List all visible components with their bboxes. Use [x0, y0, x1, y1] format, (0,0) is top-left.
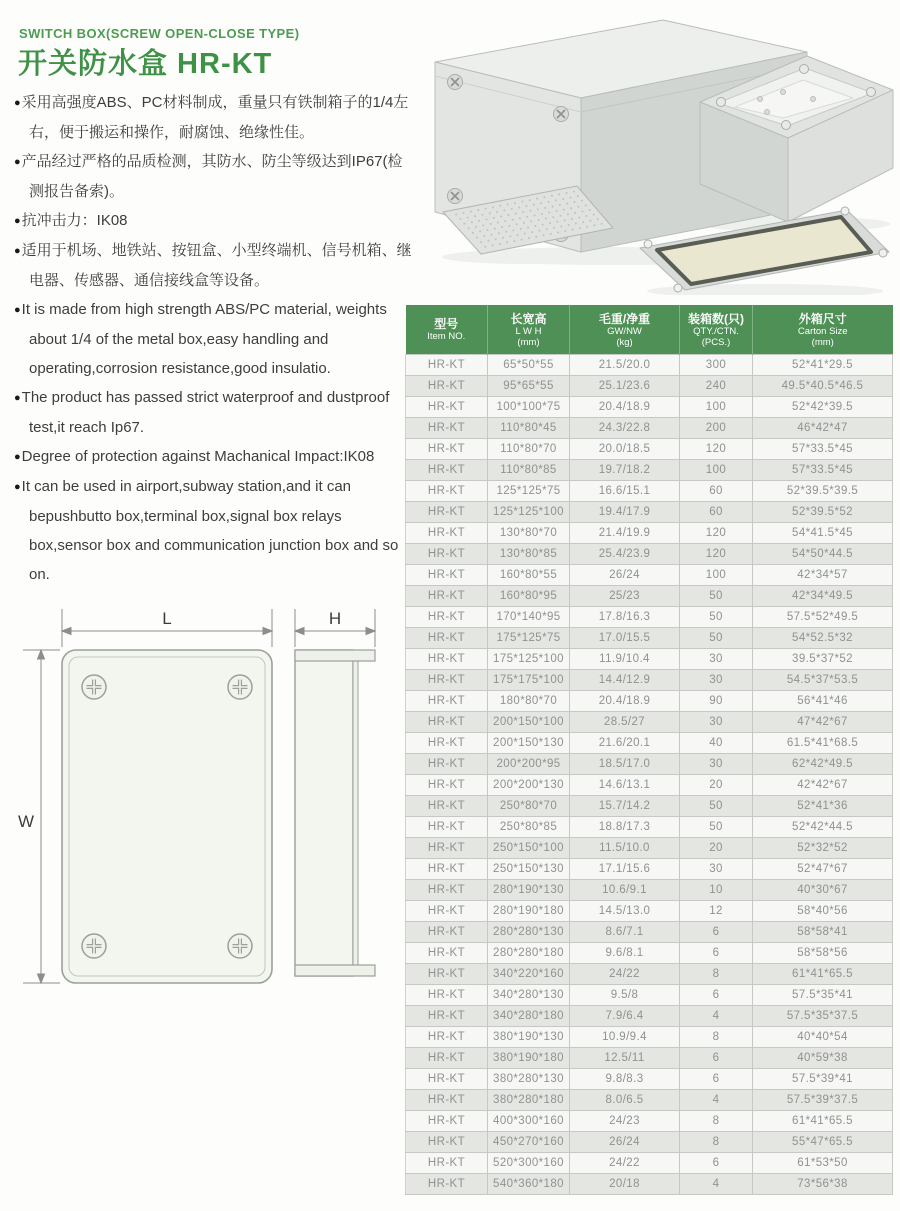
table-cell: 50	[680, 796, 753, 817]
table-cell: 6	[680, 1153, 753, 1174]
table-cell: 160*80*95	[488, 586, 570, 607]
table-cell: 200	[680, 418, 753, 439]
bullet-icon: ●	[14, 215, 21, 227]
table-row	[406, 1048, 893, 1069]
table-cell: 19.7/18.2	[570, 460, 680, 481]
table-cell: 60	[680, 481, 753, 502]
column-header-en: Carton Size	[797, 325, 848, 337]
table-cell: 12	[680, 901, 753, 922]
column-header	[753, 305, 893, 355]
table-cell: 61*53*50	[753, 1153, 893, 1174]
column-header-cn: 毛重/净重	[598, 311, 651, 326]
front-view	[62, 650, 272, 983]
table-cell: 9.5/8	[570, 985, 680, 1006]
table-row	[406, 397, 893, 418]
table-cell: 175*125*75	[488, 628, 570, 649]
feature-item	[14, 147, 412, 206]
table-row	[406, 418, 893, 439]
table-cell: 30	[680, 712, 753, 733]
feature-item	[14, 236, 412, 295]
table-cell: 54*50*44.5	[753, 544, 893, 565]
table-row	[406, 817, 893, 838]
table-cell: 46*42*47	[753, 418, 893, 439]
bullet-icon: ●	[14, 481, 21, 493]
table-cell: 21.4/19.9	[570, 523, 680, 544]
table-cell: 26/24	[570, 565, 680, 586]
table-cell: HR-KT	[406, 859, 488, 880]
table-cell: HR-KT	[406, 754, 488, 775]
table-row	[406, 964, 893, 985]
table-cell: HR-KT	[406, 460, 488, 481]
feature-text: It is made from high strength ABS/PC material, weights about 1/4 of the metal box,easy handling and operating,corrosion resistance,good insulatio.	[21, 301, 387, 377]
table-cell: 8	[680, 964, 753, 985]
table-row	[406, 796, 893, 817]
table-cell: 56*41*46	[753, 691, 893, 712]
table-cell: HR-KT	[406, 565, 488, 586]
table-cell: 8	[680, 1111, 753, 1132]
table-cell: 21.5/20.0	[570, 355, 680, 376]
table-cell: HR-KT	[406, 1027, 488, 1048]
table-cell: 9.8/8.3	[570, 1069, 680, 1090]
table-cell: 19.4/17.9	[570, 502, 680, 523]
table-cell: 14.6/13.1	[570, 775, 680, 796]
table-row	[406, 586, 893, 607]
dimension-label-w: W	[18, 812, 35, 831]
column-header	[680, 305, 753, 355]
table-row	[406, 1174, 893, 1195]
column-header-unit: (kg)	[616, 336, 633, 348]
column-header-unit: (mm)	[811, 336, 834, 348]
table-cell: 380*190*130	[488, 1027, 570, 1048]
table-cell: 58*58*41	[753, 922, 893, 943]
table-row	[406, 754, 893, 775]
table-cell: 8.0/6.5	[570, 1090, 680, 1111]
table-cell: HR-KT	[406, 1090, 488, 1111]
table-row	[406, 1153, 893, 1174]
table-cell: 280*190*180	[488, 901, 570, 922]
table-row	[406, 1006, 893, 1027]
table-cell: 21.6/20.1	[570, 733, 680, 754]
table-cell: 250*80*70	[488, 796, 570, 817]
table-cell: 57*33.5*45	[753, 439, 893, 460]
table-cell: 280*190*130	[488, 880, 570, 901]
table-row	[406, 859, 893, 880]
table-cell: 61.5*41*68.5	[753, 733, 893, 754]
table-cell: 100	[680, 460, 753, 481]
table-row	[406, 691, 893, 712]
table-cell: HR-KT	[406, 607, 488, 628]
table-cell: HR-KT	[406, 1048, 488, 1069]
table-row	[406, 439, 893, 460]
table-cell: HR-KT	[406, 586, 488, 607]
table-cell: 16.6/15.1	[570, 481, 680, 502]
table-cell: 380*280*130	[488, 1069, 570, 1090]
table-cell: 200*150*100	[488, 712, 570, 733]
table-row	[406, 523, 893, 544]
table-cell: HR-KT	[406, 628, 488, 649]
table-cell: 52*41*36	[753, 796, 893, 817]
table-cell: 8	[680, 1027, 753, 1048]
table-cell: 175*125*100	[488, 649, 570, 670]
side-view	[295, 650, 375, 976]
table-cell: 180*80*70	[488, 691, 570, 712]
table-row	[406, 502, 893, 523]
table-cell: 540*360*180	[488, 1174, 570, 1195]
table-cell: 100	[680, 397, 753, 418]
table-cell: 50	[680, 628, 753, 649]
table-cell: 4	[680, 1174, 753, 1195]
table-cell: 340*220*160	[488, 964, 570, 985]
dimension-label-h: H	[328, 609, 342, 628]
table-cell: 4	[680, 1090, 753, 1111]
table-cell: 18.8/17.3	[570, 817, 680, 838]
table-cell: 50	[680, 607, 753, 628]
table-cell: 50	[680, 586, 753, 607]
column-header-unit: (mm)	[517, 336, 540, 348]
feature-text: 适用于机场、地铁站、按钮盒、小型终端机、信号机箱、继电器、传感器、通信接线盒等设备。	[21, 242, 412, 289]
table-cell: 200*200*130	[488, 775, 570, 796]
table-cell: 57.5*35*37.5	[753, 1006, 893, 1027]
table-cell: HR-KT	[406, 649, 488, 670]
column-header-en: L W H	[515, 325, 542, 337]
feature-item	[14, 88, 412, 147]
table-row	[406, 775, 893, 796]
table-cell: HR-KT	[406, 418, 488, 439]
table-cell: 90	[680, 691, 753, 712]
table-row	[406, 607, 893, 628]
table-cell: 54*52.5*32	[753, 628, 893, 649]
table-cell: 52*42*39.5	[753, 397, 893, 418]
table-cell: 73*56*38	[753, 1174, 893, 1195]
table-cell: HR-KT	[406, 691, 488, 712]
table-cell: HR-KT	[406, 964, 488, 985]
table-cell: 60	[680, 502, 753, 523]
table-cell: 20.4/18.9	[570, 691, 680, 712]
dimension-label-l: L	[162, 609, 172, 628]
table-cell: 9.6/8.1	[570, 943, 680, 964]
table-cell: HR-KT	[406, 1006, 488, 1027]
table-row	[406, 481, 893, 502]
column-header-cn: 型号	[434, 317, 459, 331]
table-cell: 175*175*100	[488, 670, 570, 691]
table-row	[406, 628, 893, 649]
table-cell: 20	[680, 838, 753, 859]
table-cell: HR-KT	[406, 544, 488, 565]
table-cell: 24/23	[570, 1111, 680, 1132]
table-cell: 52*32*52	[753, 838, 893, 859]
table-cell: 120	[680, 544, 753, 565]
table-cell: 11.9/10.4	[570, 649, 680, 670]
table-cell: 300	[680, 355, 753, 376]
table-cell: 10	[680, 880, 753, 901]
table-cell: 95*65*55	[488, 376, 570, 397]
table-cell: 24/22	[570, 964, 680, 985]
table-cell: 380*190*180	[488, 1048, 570, 1069]
table-cell: 4	[680, 1006, 753, 1027]
table-cell: 61*41*65.5	[753, 1111, 893, 1132]
column-header	[488, 305, 570, 355]
feature-text: 产品经过严格的品质检测，其防水、防尘等级达到IP67(检测报告备索)。	[21, 153, 403, 200]
table-cell: 125*125*75	[488, 481, 570, 502]
table-cell: 20	[680, 775, 753, 796]
table-cell: HR-KT	[406, 817, 488, 838]
column-header-cn: 长宽高	[510, 311, 547, 326]
feature-item	[14, 442, 412, 472]
table-cell: 20.4/18.9	[570, 397, 680, 418]
table-cell: 25.4/23.9	[570, 544, 680, 565]
table-cell: HR-KT	[406, 376, 488, 397]
table-cell: 57.5*52*49.5	[753, 607, 893, 628]
table-cell: 340*280*180	[488, 1006, 570, 1027]
feature-text: It can be used in airport,subway station,and it can bepushbutto box,terminal box,signal box relays box,sensor box and communication junction box and so on.	[21, 478, 399, 583]
table-cell: 12.5/11	[570, 1048, 680, 1069]
feature-item	[14, 295, 412, 383]
table-row	[406, 712, 893, 733]
feature-text: The product has passed strict waterproof and dustproof test,it reach Ip67.	[21, 389, 390, 436]
table-cell: 14.5/13.0	[570, 901, 680, 922]
table-cell: 25.1/23.6	[570, 376, 680, 397]
table-cell: 54*41.5*45	[753, 523, 893, 544]
column-header-cn: 外箱尺寸	[798, 311, 847, 326]
column-header	[406, 305, 488, 355]
table-cell: 130*80*70	[488, 523, 570, 544]
table-cell: 55*47*65.5	[753, 1132, 893, 1153]
feature-text: 抗冲击力：IK08	[21, 212, 128, 229]
table-cell: 120	[680, 439, 753, 460]
table-cell: 17.0/15.5	[570, 628, 680, 649]
table-cell: 50	[680, 817, 753, 838]
table-cell: HR-KT	[406, 985, 488, 1006]
table-header-row	[406, 305, 893, 355]
table-cell: 160*80*55	[488, 565, 570, 586]
table-row	[406, 880, 893, 901]
table-cell: 17.8/16.3	[570, 607, 680, 628]
table-cell: 42*42*67	[753, 775, 893, 796]
feature-item	[14, 472, 412, 589]
table-cell: HR-KT	[406, 670, 488, 691]
table-row	[406, 1132, 893, 1153]
table-cell: HR-KT	[406, 796, 488, 817]
dimension-drawing	[15, 603, 400, 1003]
table-cell: 6	[680, 943, 753, 964]
table-cell: HR-KT	[406, 712, 488, 733]
table-cell: 25/23	[570, 586, 680, 607]
table-cell: 30	[680, 649, 753, 670]
table-cell: 52*39.5*39.5	[753, 481, 893, 502]
table-cell: HR-KT	[406, 1153, 488, 1174]
table-cell: 280*280*180	[488, 943, 570, 964]
table-row	[406, 838, 893, 859]
bullet-icon: ●	[14, 97, 21, 109]
table-row	[406, 922, 893, 943]
table-cell: HR-KT	[406, 880, 488, 901]
column-header-en: QTY./CTN.	[693, 325, 739, 337]
table-cell: 40	[680, 733, 753, 754]
table-row	[406, 355, 893, 376]
table-cell: HR-KT	[406, 481, 488, 502]
table-cell: HR-KT	[406, 439, 488, 460]
bullet-icon: ●	[14, 392, 21, 404]
table-cell: 28.5/27	[570, 712, 680, 733]
table-cell: 52*39.5*52	[753, 502, 893, 523]
table-cell: 200*200*95	[488, 754, 570, 775]
table-cell: HR-KT	[406, 1132, 488, 1153]
table-row	[406, 565, 893, 586]
bullet-icon: ●	[14, 245, 21, 257]
spec-table	[405, 305, 893, 1195]
table-cell: HR-KT	[406, 901, 488, 922]
table-cell: 10.9/9.4	[570, 1027, 680, 1048]
table-cell: 6	[680, 1048, 753, 1069]
table-cell: 110*80*70	[488, 439, 570, 460]
table-cell: 40*40*54	[753, 1027, 893, 1048]
table-cell: 11.5/10.0	[570, 838, 680, 859]
table-cell: 57.5*39*37.5	[753, 1090, 893, 1111]
table-cell: 6	[680, 922, 753, 943]
table-cell: 250*150*130	[488, 859, 570, 880]
table-cell: HR-KT	[406, 1174, 488, 1195]
table-cell: 280*280*130	[488, 922, 570, 943]
table-cell: 10.6/9.1	[570, 880, 680, 901]
table-cell: 340*280*130	[488, 985, 570, 1006]
column-header-en: GW/NW	[607, 325, 642, 337]
table-cell: HR-KT	[406, 355, 488, 376]
table-row	[406, 670, 893, 691]
table-row	[406, 733, 893, 754]
table-cell: 47*42*67	[753, 712, 893, 733]
bullet-icon: ●	[14, 451, 21, 463]
table-row	[406, 901, 893, 922]
table-cell: 52*42*44.5	[753, 817, 893, 838]
table-cell: 62*42*49.5	[753, 754, 893, 775]
table-cell: 30	[680, 754, 753, 775]
table-cell: 49.5*40.5*46.5	[753, 376, 893, 397]
column-header-en: Item NO.	[427, 331, 466, 342]
table-cell: 52*41*29.5	[753, 355, 893, 376]
table-cell: 6	[680, 985, 753, 1006]
table-cell: 8.6/7.1	[570, 922, 680, 943]
table-row	[406, 460, 893, 481]
column-header-unit: (PCS.)	[701, 336, 731, 348]
feature-item	[14, 383, 412, 442]
table-cell: HR-KT	[406, 733, 488, 754]
table-cell: 57.5*39*41	[753, 1069, 893, 1090]
table-cell: HR-KT	[406, 1111, 488, 1132]
table-cell: 15.7/14.2	[570, 796, 680, 817]
table-cell: 42*34*49.5	[753, 586, 893, 607]
table-cell: 110*80*45	[488, 418, 570, 439]
table-cell: 52*47*67	[753, 859, 893, 880]
table-cell: 20.0/18.5	[570, 439, 680, 460]
table-cell: 20/18	[570, 1174, 680, 1195]
table-cell: HR-KT	[406, 838, 488, 859]
table-cell: 240	[680, 376, 753, 397]
table-cell: 110*80*85	[488, 460, 570, 481]
feature-text: Degree of protection against Machanical Impact:IK08	[21, 448, 375, 465]
table-row	[406, 376, 893, 397]
table-cell: 100*100*75	[488, 397, 570, 418]
column-header-cn: 装箱数(只)	[688, 311, 744, 326]
table-cell: 30	[680, 670, 753, 691]
table-cell: 130*80*85	[488, 544, 570, 565]
table-cell: 120	[680, 523, 753, 544]
table-cell: HR-KT	[406, 502, 488, 523]
table-cell: 18.5/17.0	[570, 754, 680, 775]
table-cell: 39.5*37*52	[753, 649, 893, 670]
table-cell: 24.3/22.8	[570, 418, 680, 439]
feature-text: 采用高强度ABS、PC材料制成，重量只有铁制箱子的1/4左右，便于搬运和操作，耐腐蚀、绝缘性佳。	[21, 94, 409, 141]
page-title: 开关防水盒 HR-KT	[18, 48, 273, 80]
table-cell: 58*58*56	[753, 943, 893, 964]
table-row	[406, 544, 893, 565]
table-cell: 30	[680, 859, 753, 880]
table-cell: 17.1/15.6	[570, 859, 680, 880]
table-cell: 380*280*180	[488, 1090, 570, 1111]
table-cell: 26/24	[570, 1132, 680, 1153]
table-row	[406, 1111, 893, 1132]
table-row	[406, 1069, 893, 1090]
table-row	[406, 943, 893, 964]
table-cell: 54.5*37*53.5	[753, 670, 893, 691]
table-cell: 40*30*67	[753, 880, 893, 901]
table-cell: 40*59*38	[753, 1048, 893, 1069]
table-cell: 61*41*65.5	[753, 964, 893, 985]
table-cell: 200*150*130	[488, 733, 570, 754]
table-cell: 400*300*160	[488, 1111, 570, 1132]
table-cell: 170*140*95	[488, 607, 570, 628]
table-cell: 250*80*85	[488, 817, 570, 838]
table-cell: HR-KT	[406, 922, 488, 943]
table-cell: 42*34*57	[753, 565, 893, 586]
table-cell: 57*33.5*45	[753, 460, 893, 481]
table-row	[406, 985, 893, 1006]
table-cell: HR-KT	[406, 1069, 488, 1090]
table-cell: HR-KT	[406, 397, 488, 418]
table-cell: 100	[680, 565, 753, 586]
table-cell: 450*270*160	[488, 1132, 570, 1153]
feature-item	[14, 206, 412, 236]
table-cell: 7.9/6.4	[570, 1006, 680, 1027]
table-cell: HR-KT	[406, 943, 488, 964]
table-row	[406, 1027, 893, 1048]
table-cell: HR-KT	[406, 775, 488, 796]
table-cell: 250*150*100	[488, 838, 570, 859]
product-photos	[415, 0, 900, 295]
table-cell: 57.5*35*41	[753, 985, 893, 1006]
table-cell: 14.4/12.9	[570, 670, 680, 691]
bullet-icon: ●	[14, 304, 21, 316]
feature-list	[14, 88, 412, 589]
table-cell: 520*300*160	[488, 1153, 570, 1174]
table-cell: 24/22	[570, 1153, 680, 1174]
table-cell: 6	[680, 1069, 753, 1090]
table-row	[406, 1090, 893, 1111]
page-subtitle-en: SWITCH BOX(SCREW OPEN-CLOSE TYPE)	[19, 26, 300, 41]
table-cell: 58*40*56	[753, 901, 893, 922]
table-cell: 65*50*55	[488, 355, 570, 376]
table-cell: 125*125*100	[488, 502, 570, 523]
bullet-icon: ●	[14, 156, 21, 168]
column-header	[570, 305, 680, 355]
table-row	[406, 649, 893, 670]
table-cell: HR-KT	[406, 523, 488, 544]
table-cell: 8	[680, 1132, 753, 1153]
